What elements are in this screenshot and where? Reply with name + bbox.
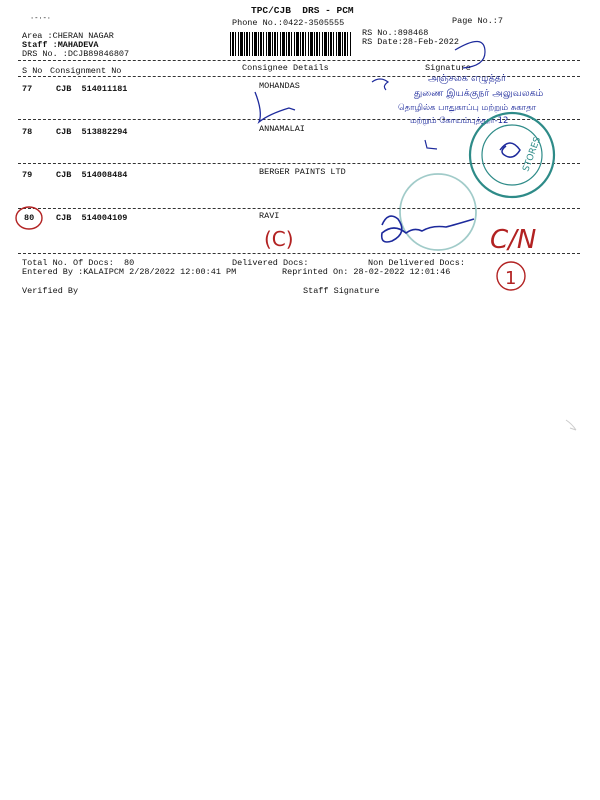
phone-number: Phone No.:0422-3505555 xyxy=(232,18,345,28)
stamp-line-3: தொழில்க பாதுகாப்பு மற்றும் சுகாதா xyxy=(398,103,537,113)
row-consignee: RAVI xyxy=(259,211,280,221)
total-docs: Total No. Of Docs: 80 xyxy=(22,258,135,268)
col-sno: S No xyxy=(22,66,43,76)
scan-smudge xyxy=(566,420,576,430)
faint-seal xyxy=(400,174,476,250)
reprinted-on: Reprinted On: 28-02-2022 12:01:46 xyxy=(282,267,451,277)
row-sno: 79 xyxy=(22,170,33,180)
signature-row-80 xyxy=(382,216,474,242)
page-number: Page No.:7 xyxy=(452,16,504,26)
col-consignment: Consignment No xyxy=(50,66,122,76)
staff-label: Staff :MAHADEVA xyxy=(22,40,99,50)
red-circle-row-80 xyxy=(16,207,42,229)
stamp-line-1: அஞ்சலக எழுத்தர் xyxy=(428,73,506,84)
row-consignee: ANNAMALAI xyxy=(259,124,305,134)
signature-row-77 xyxy=(255,92,295,122)
staff-signature-label: Staff Signature xyxy=(303,286,380,296)
seal-text: STORES xyxy=(521,135,544,174)
col-signature: Signature xyxy=(425,63,471,73)
row-consignment: CJB 513882294 xyxy=(56,127,128,137)
area-label: Area :CHERAN NAGAR xyxy=(22,31,114,41)
mark-cn: C/N xyxy=(490,225,537,255)
mark-c: (C) xyxy=(264,227,294,251)
rs-date: RS Date:28-Feb-2022 xyxy=(362,37,459,47)
row-sno: 80 xyxy=(24,213,35,223)
stamp-line-2: துணை இயக்குநர் அலுவலகம் xyxy=(414,88,544,99)
row-sno: 77 xyxy=(22,84,33,94)
entered-by: Entered By :KALAIPCM 2/28/2022 12:00:41 PM xyxy=(22,267,237,277)
document-title: TPC/CJB DRS - PCM xyxy=(251,5,354,16)
row-sno: 78 xyxy=(22,127,33,137)
col-consignee: Consignee Details xyxy=(242,63,329,73)
row-consignment: CJB 514004109 xyxy=(56,213,128,223)
scan-mark: ·-·-· xyxy=(30,15,52,23)
row-consignment: CJB 514008484 xyxy=(56,170,128,180)
row-consignee: BERGER PAINTS LTD xyxy=(259,167,346,177)
mark-row-78 xyxy=(425,140,437,149)
row-consignee: MOHANDAS xyxy=(259,81,300,91)
rs-number: RS No.:898468 xyxy=(362,28,429,38)
delivered-docs: Delivered Docs: xyxy=(232,258,309,268)
mark-one: 1 xyxy=(505,268,517,289)
round-seal xyxy=(470,113,554,197)
stamp-line-4: மற்றும் கோயம்புத்தூர்-12 xyxy=(410,116,509,126)
verified-by: Verified By xyxy=(22,286,79,296)
drs-number: DRS No. :DCJB89846807 xyxy=(22,49,130,59)
non-delivered-docs: Non Delivered Docs: xyxy=(368,258,465,268)
row-consignment: CJB 514011181 xyxy=(56,84,128,94)
